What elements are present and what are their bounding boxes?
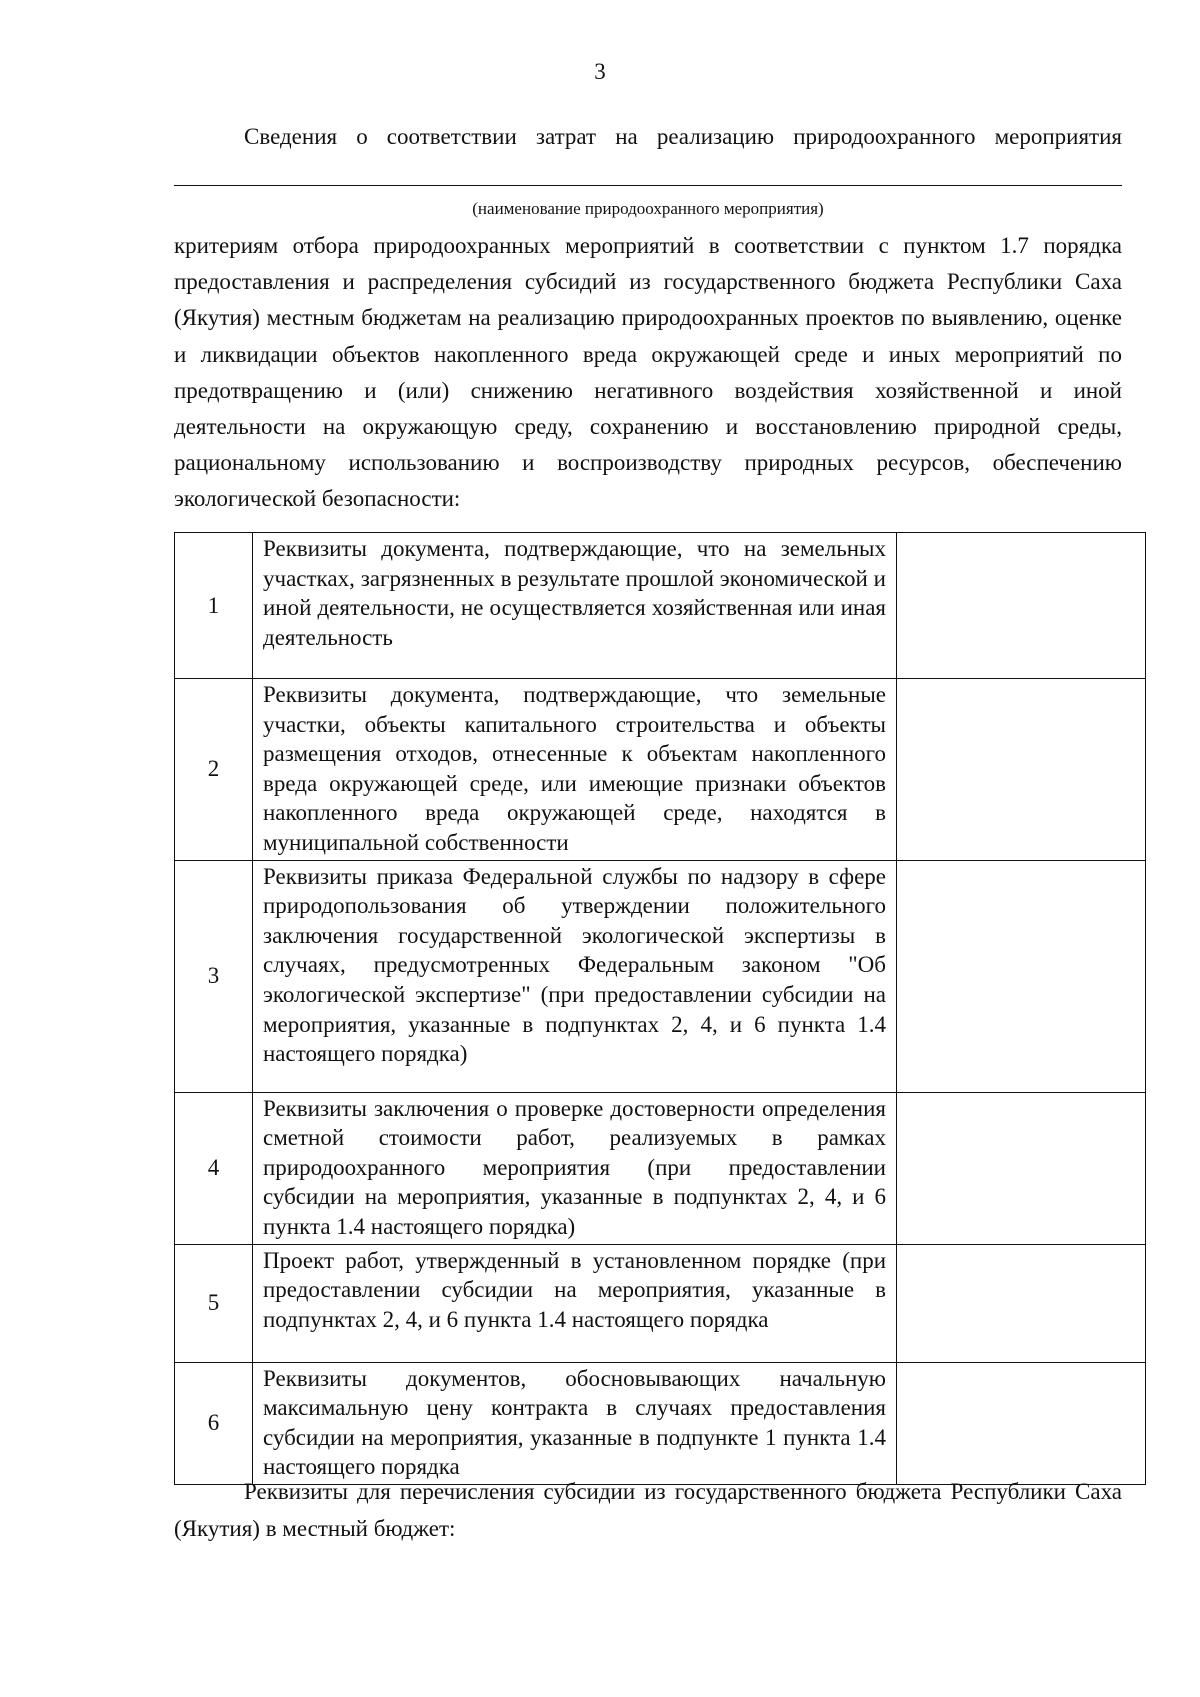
row-value-cell [897,1244,1146,1362]
page-number: 3 [594,59,606,84]
table-row [175,1244,1146,1362]
row-number: 4 [175,1092,253,1244]
row-value-cell [897,679,1146,861]
row-description: Реквизиты документа, подтверждающие, что земельные участки, объекты капитального строительства и объекты размещения отходов, отнесенные к объектам накопленного вреда окружающей среде, или имеющие признаки объектов накопленного вреда окружающей среде, находятся в муниципальной собственности [253,679,897,861]
table-row [175,1092,1146,1244]
criteria-paragraph: критериям отбора природоохранных мероприятий в соответствии с пунктом 1.7 порядка предоставления и распределения субсидий из государственного бюджета Республики Саха (Якутия) местным бюджетам на реализацию природоохранных проектов по выявлению, оценке и ликвидации объектов накопленного вреда окружающей среде и иных мероприятий по предотвращению и (или) снижению негативного воздействия хозяйственной и иной деятельности на окружающую среду, сохранению и восстановлению природной среды, рациональному использованию и воспроизводству природных ресурсов, обеспечению экологической безопасности: [174,233,1122,512]
row-description: Реквизиты документов, обосновывающих начальную максимальную цену контракта в случаях предоставления субсидии на мероприятия, указанные в подпункте 1 пункта 1.4 настоящего порядка [253,1362,897,1484]
row-number: 2 [175,679,253,861]
row-number: 5 [175,1244,253,1362]
table-row [175,1362,1146,1484]
table-row [175,860,1146,1092]
row-number: 1 [175,533,253,679]
table-row [175,679,1146,861]
row-number: 3 [175,860,253,1092]
requisites-paragraph: Реквизиты для перечисления субсидии из государственного бюджета Республики Саха (Якутия) в местный бюджет: [174,1479,1122,1541]
row-value-cell [897,533,1146,679]
criteria-table [174,532,1146,1485]
blank-fill-line [174,185,1122,186]
blank-caption: (наименование природоохранного мероприятия) [472,199,824,218]
table-row [175,533,1146,679]
row-number: 6 [175,1362,253,1484]
row-value-cell [897,1362,1146,1484]
row-description: Проект работ, утвержденный в установленном порядке (при предоставлении субсидии на мероприятия, указанные в подпунктах 2, 4, и 6 пункта 1.4 настоящего порядка [253,1244,897,1362]
document-title-line: Сведения о соответствии затрат на реализацию природоохранного мероприятия [244,124,1122,149]
row-value-cell [897,1092,1146,1244]
row-description: Реквизиты приказа Федеральной службы по надзору в сфере природопользования об утверждении положительного заключения государственной экологической экспертизы в случаях, предусмотренных Федеральным законом "Об экологической экспертизе" (при предоставлении субсидии на мероприятия, указанные в подпунктах 2, 4, и 6 пункта 1.4 настоящего порядка) [253,860,897,1092]
row-description: Реквизиты документа, подтверждающие, что на земельных участках, загрязненных в результате прошлой экономической и иной деятельности, не осуществляется хозяйственная или иная деятельность [253,533,897,679]
row-description: Реквизиты заключения о проверке достоверности определения сметной стоимости работ, реализуемых в рамках природоохранного мероприятия (при предоставлении субсидии на мероприятия, указанные в подпунктах 2, 4, и 6 пункта 1.4 настоящего порядка) [253,1092,897,1244]
row-value-cell [897,860,1146,1092]
